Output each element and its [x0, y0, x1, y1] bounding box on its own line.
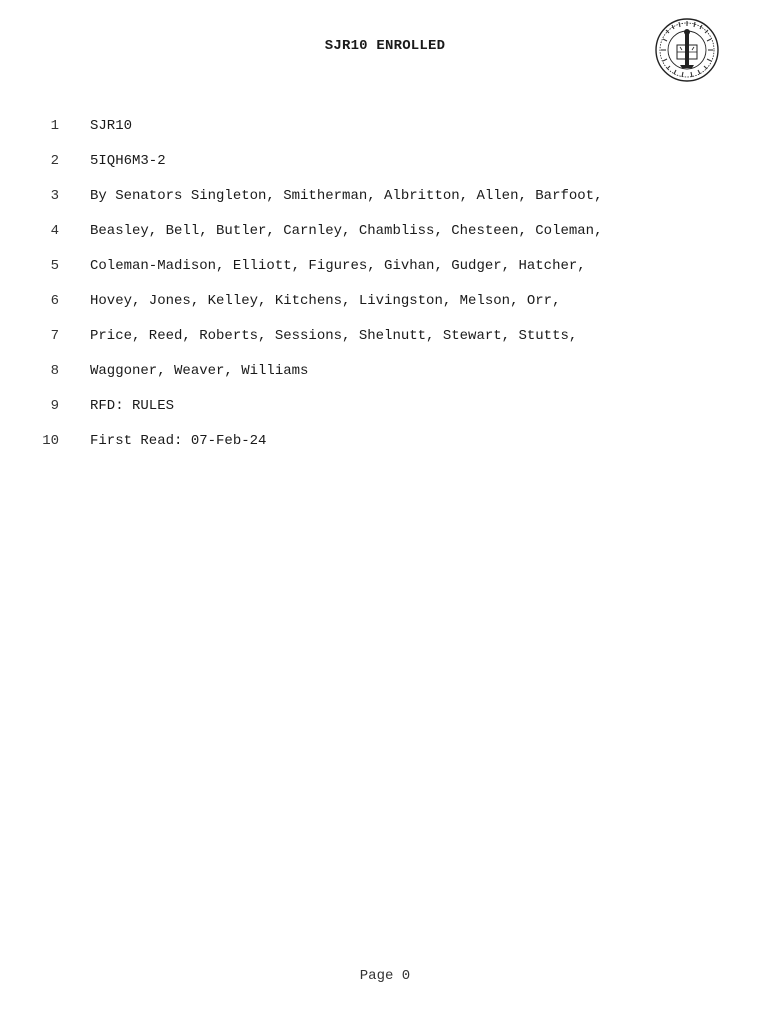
line-item: [0, 151, 770, 186]
line-item: [0, 256, 770, 291]
line-item: [0, 221, 770, 256]
numbered-lines: [0, 116, 770, 466]
line-text: Price, Reed, Roberts, Sessions, Shelnutt, Stewart, Stutts,: [90, 328, 578, 344]
line-item: [0, 361, 770, 396]
line-item: [0, 396, 770, 431]
page-number: Page 0: [359, 968, 411, 984]
line-item: [0, 116, 770, 151]
line-text: RFD: RULES: [90, 398, 175, 414]
line-text: First Read: 07-Feb-24: [90, 433, 267, 449]
line-number: 1: [50, 118, 59, 134]
line-item: [0, 431, 770, 466]
line-text: Beasley, Bell, Butler, Carnley, Chambliss, Chesteen, Coleman,: [90, 223, 603, 239]
document-title: SJR10 ENROLLED: [324, 38, 446, 54]
line-item: [0, 326, 770, 361]
line-number: 7: [50, 328, 59, 344]
line-number: 9: [50, 398, 59, 414]
line-item: [0, 186, 770, 221]
line-text: Hovey, Jones, Kelley, Kitchens, Livingston, Melson, Orr,: [90, 293, 561, 309]
seal-icon: [654, 17, 720, 83]
line-number: 3: [50, 188, 59, 204]
line-number: 10: [42, 433, 59, 449]
line-text: Waggoner, Weaver, Williams: [90, 363, 309, 379]
line-number: 8: [50, 363, 59, 379]
line-number: 4: [50, 223, 59, 239]
line-text: SJR10: [90, 118, 133, 134]
line-text: By Senators Singleton, Smitherman, Albritton, Allen, Barfoot,: [90, 188, 603, 204]
line-item: [0, 291, 770, 326]
line-number: 2: [50, 153, 59, 169]
line-number: 5: [50, 258, 59, 274]
line-number: 6: [50, 293, 59, 309]
line-text: Coleman-Madison, Elliott, Figures, Givhan, Gudger, Hatcher,: [90, 258, 586, 274]
line-text: 5IQH6M3-2: [90, 153, 166, 169]
